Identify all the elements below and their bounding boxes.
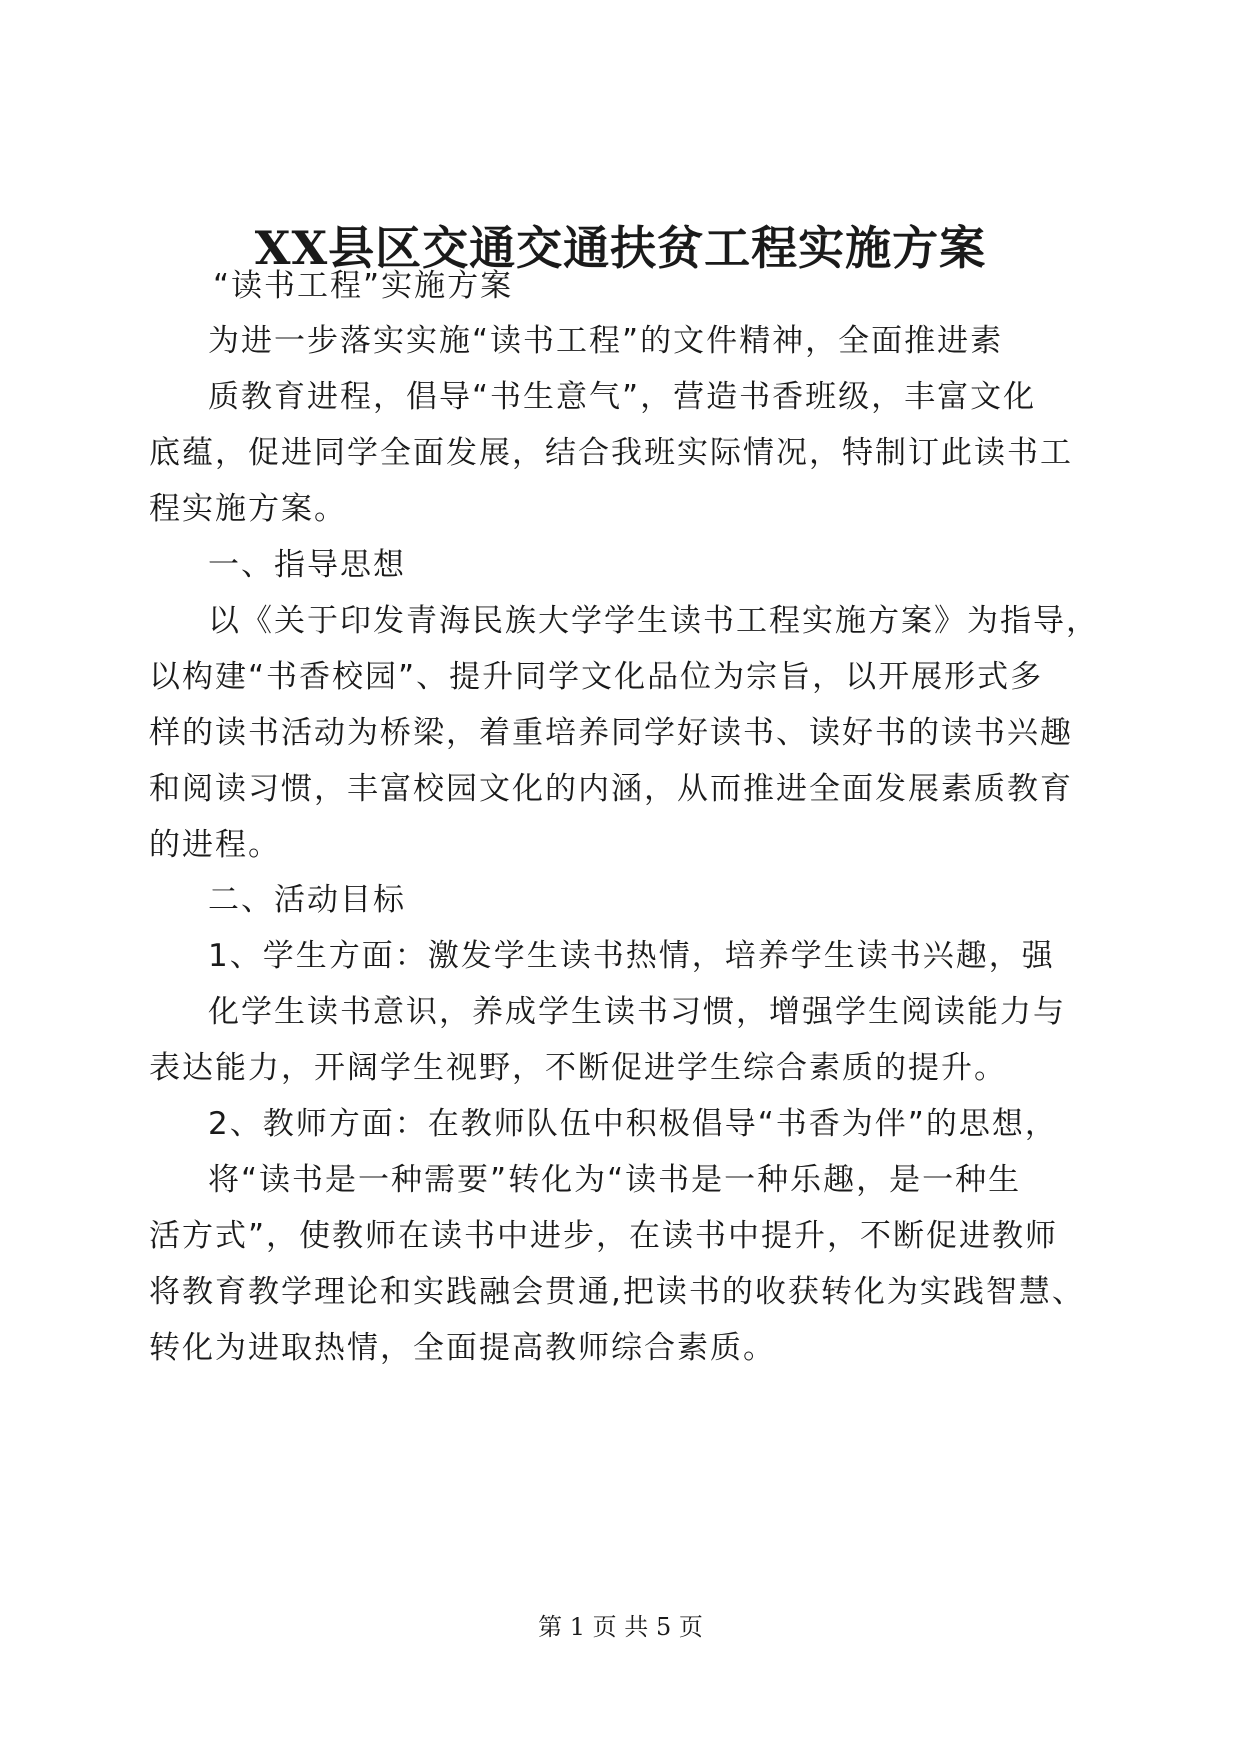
text-line: 将“读书是一种需要”转化为“读书是一种乐趣，是一种生 <box>208 1162 1022 1198</box>
text-line: 1、学生方面：激发学生读书热情，培养学生读书兴趣，强 <box>208 938 1055 974</box>
text-line: 和阅读习惯，丰富校园文化的内涵，从而推进全面发展素质教育 <box>149 771 1073 807</box>
text-line: 的进程。 <box>149 827 281 863</box>
document-title: XX县区交通交通扶贫工程实施方案 <box>254 221 987 275</box>
text-line: 底蕴，促进同学全面发展，结合我班实际情况，特制订此读书工 <box>149 435 1073 471</box>
page-number: 第 1 页 共 5 页 <box>538 1613 703 1641</box>
text-line: 转化为进取热情，全面提高教师综合素质。 <box>149 1330 776 1366</box>
text-line: 质教育进程，倡导“书生意气”，营造书香班级，丰富文化 <box>208 379 1037 415</box>
text-line: 样的读书活动为桥梁，着重培养同学好读书、读好书的读书兴趣 <box>149 715 1073 751</box>
text-line: 表达能力，开阔学生视野，不断促进学生综合素质的提升。 <box>149 1050 1007 1086</box>
text-line: 2、教师方面：在教师队伍中积极倡导“书香为伴”的思想， <box>208 1106 1058 1142</box>
text-line: “读书工程”实施方案 <box>213 268 514 304</box>
text-line: 将教育教学理论和实践融会贯通,把读书的收获转化为实践智慧、 <box>149 1274 1085 1310</box>
section-heading: 二、活动目标 <box>208 882 406 918</box>
text-line: 以构建“书香校园”、提升同学文化品位为宗旨，以开展形式多 <box>149 659 1044 695</box>
text-line: 活方式”，使教师在读书中进步，在读书中提升，不断促进教师 <box>149 1218 1059 1254</box>
text-line: 化学生读书意识，养成学生读书习惯，增强学生阅读能力与 <box>208 994 1066 1030</box>
text-line: 程实施方案。 <box>149 491 347 527</box>
section-heading: 一、指导思想 <box>208 547 406 583</box>
text-line: 为进一步落实实施“读书工程”的文件精神，全面推进素 <box>208 323 1004 359</box>
text-line: 以《关于印发青海民族大学学生读书工程实施方案》为指导， <box>208 603 1099 639</box>
